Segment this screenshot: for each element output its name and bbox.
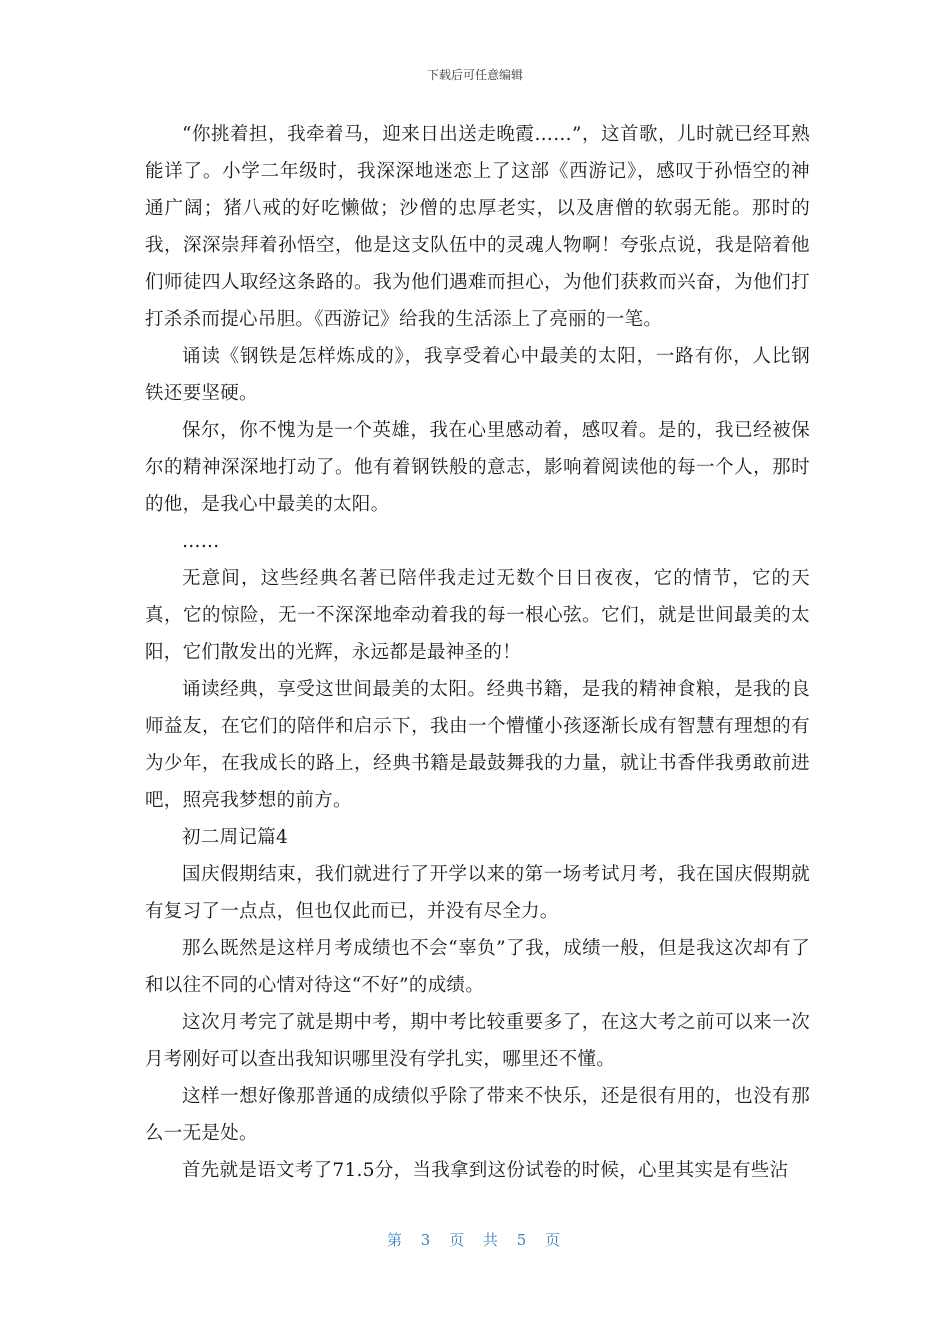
page-unit: 页 — [449, 1231, 468, 1249]
paragraph: “你挑着担，我牵着马，迎来日出送走晚霞……”，这首歌，儿时就已经耳熟能详了。小学二年级时，我深深地迷恋上了这部《西游记》，感叹于孙悟空的神通广阔；猪八戒的好吃懒做；沙僧的忠厚老实，以及唐僧的软弱无能。那时的我，深深崇拜着孙悟空，他是这支队伍中的灵魂人物啊！夸张点说，我是陪着他们师徒四人取经这条路的。我为他们遇难而担心，为他们获救而兴奋，为他们打打杀杀而提心吊胆。《西游记》给我的生活添上了亮丽的一笔。 — [145, 124, 810, 330]
total-label: 共 — [482, 1231, 501, 1249]
paragraph: 这样一想好像那普通的成绩似乎除了带来不快乐，还是很有用的，也没有那么一无是处。 — [145, 1086, 810, 1144]
page-footer — [0, 1229, 950, 1250]
ellipsis-line: …… — [182, 531, 220, 552]
paragraph: 那么既然是这样月考成绩也不会“辜负”了我，成绩一般，但是我这次却有了和以往不同的心情对待这“不好”的成绩。 — [145, 938, 810, 996]
paragraph: 无意间，这些经典名著已陪伴我走过无数个日日夜夜，它的情节，它的天真，它的惊险，无一不深深地牵动着我的每一根心弦。它们，就是世间最美的太阳，它们散发出的光辉，永远都是最神圣的！ — [145, 568, 810, 663]
page-header: 下载后可任意编辑 — [426, 68, 523, 82]
page-number: 3 — [420, 1231, 434, 1249]
paragraph: 诵读《钢铁是怎样炼成的》，我享受着心中最美的太阳，一路有你，人比钢铁还要坚硬。 — [145, 346, 810, 404]
paragraph: 诵读经典，享受这世间最美的太阳。经典书籍，是我的精神食粮，是我的良师益友，在它们的陪伴和启示下，我由一个懵懂小孩逐渐长成有智慧有理想的有为少年，在我成长的路上，经典书籍是最鼓舞我的力量，就让书香伴我勇敢前进吧，照亮我梦想的前方。 — [145, 679, 810, 811]
section-heading: 初二周记篇4 — [182, 827, 289, 848]
paragraph: 首先就是语文考了71.5分，当我拿到这份试卷的时候，心里其实是有些沾 — [182, 1160, 789, 1181]
paragraph: 这次月考完了就是期中考，期中考比较重要多了，在这大考之前可以来一次月考刚好可以查出我知识哪里没有学扎实，哪里还不懂。 — [145, 1012, 810, 1070]
document-body — [145, 116, 810, 1189]
total-unit: 页 — [545, 1231, 564, 1249]
total-pages: 5 — [516, 1231, 530, 1249]
paragraph: 保尔，你不愧为是一个英雄，我在心里感动着，感叹着。是的，我已经被保尔的精神深深地打动了。他有着钢铁般的意志，影响着阅读他的每一个人，那时的他，是我心中最美的太阳。 — [145, 420, 810, 515]
paragraph: 国庆假期结束，我们就进行了开学以来的第一场考试月考，我在国庆假期就有复习了一点点，但也仅此而已，并没有尽全力。 — [145, 864, 810, 922]
page-label: 第 — [386, 1231, 405, 1249]
